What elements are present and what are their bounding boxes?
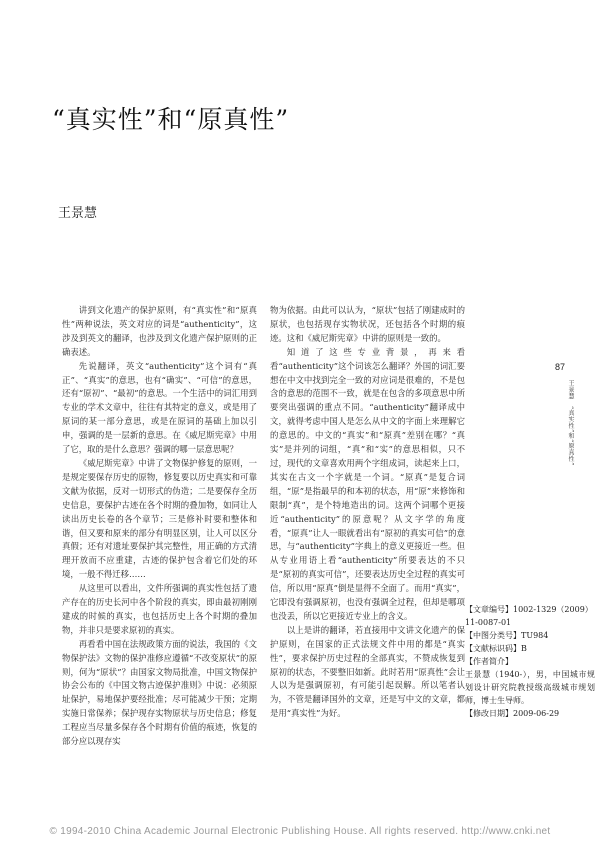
clc-number [465, 629, 595, 642]
body-paragraph: 讲到文化遗产的保护原则，有“真实性”和“原真性”两种说法，英文对应的词是“authenticity”，这涉及到英文的翻译，也涉及到文化遗产保护原则的正确表述。 [62, 305, 257, 357]
body-paragraph: 以上是讲的翻译，若直接用中文讲文化遗产的保护原则，在国家的正式法规文件中用的都是“真实性”，要求保护历史过程的全部真实，不赞成恢复到原初的状态，不要整旧如新。此时若用“原真性”会让人以为是强调原初，有可能引起误解。所以笔者认为，不管是翻译国外的文章，还是写中文的文章，都是用“真实性”为好。 [270, 624, 465, 719]
author-intro-heading: 【作者简介】 [465, 657, 513, 666]
article-id [465, 603, 595, 629]
article-id-value: 1002-1329（2009）11-0087-01 [465, 605, 593, 627]
clc-value: TU984 [521, 631, 549, 640]
body-paragraph: 《威尼斯宪章》中讲了文物保护修复的原则，一是规定要保存历史的原物，修复要以历史真实和可靠文献为依据，反对一切形式的伪造；二是要保存全历史信息，要保护古迹在各个时期的叠加物，如同让人读出历史长卷的各个章节；三是修补时要和整体和谐，但又要和原来的部分有明显区别，让人可以区分真假；还有对遗址要保护其完整性，用正确的方式清理开放而不应重建，古迹的保护包含着它们处的环境，一般不得迁移…… [62, 457, 257, 580]
revision-date [465, 707, 595, 720]
revised-value: 2009-06-29 [513, 709, 560, 718]
article-author: 王景慧 [58, 206, 98, 221]
article-title: “真实性”和“原真性” [52, 105, 290, 134]
page-number: 87 [555, 362, 566, 372]
body-paragraph: 物为依据。由此可以认为，“原状”包括了刚建成时的原状，也包括现存实物状况，还包括各个时期的痕迹。这和《威尼斯宪章》中讲的原则是一致的。 [270, 305, 465, 343]
body-paragraph: 知道了这些专业背景，再来看看“authenticity”这个词该怎么翻译？外国的词汇要想在中文中找到完全一致的对应词是很难的，不是包含的意思的范围不一致，就是在包含的多项意思中所要突出强调的重点不同。“authenticity”翻译成中文，就得考虑中国人是怎么从中文的字面上来理解它的意思的。中文的“真实”和“原真”差别在哪？“真实”是并列的词组，“真”和“实”的意思相似，只不过，现代的文章喜欢用两个字组成词，读起来上口，其实在古文一个字就是一个词。“原真”是复合词组，“原”是指最早的和本初的状态，用“原”来修饰和限制“真”，是个特地造出的词。这两个词哪个更接近“authenticity”的原意呢？从文字学的角度看，“原真”让人一眼就看出有“原初的真实可信”的意思，与“authenticity”字典上的意义更接近一些。但从专业用语上看“authenticity”所要表达的不只是“原初的真实可信”，还要表达历史全过程的真实可信，所以用“原真”倒是显得不全面了。而用“真实”，它即没有强调原初，也没有强调全过程，但却是哪项也没丢，所以它更接近专业上的含义。 [270, 346, 465, 621]
article-metadata [465, 603, 595, 720]
clc-label: 【中图分类号】 [465, 631, 521, 640]
document-code [465, 642, 595, 655]
doc-code-value: B [521, 644, 527, 653]
body-paragraph: 从这里可以看出，文件所强调的真实性包括了遗产存在的历史长河中各个阶段的真实，即由最初刚刚建成的时候的真实，也包括历史上各个时期的叠加物，并非只是要求原初的真实。 [62, 583, 257, 635]
running-header: 王景慧 “真实性”和“原真性” [567, 380, 574, 466]
doc-code-label: 【文献标识码】 [465, 644, 521, 653]
copyright-footer: © 1994-2010 China Academic Journal Electronic Publishing House. All rights reserved. http://www.cnki.net [49, 826, 551, 837]
body-paragraph: 再看看中国在法规政策方面的说法，我国的《文物保护法》文物的保护准修应遵循“不改变原状”的原则，何为“原状”？由国家文物局批准，中国文物保护协会公布的《中国文物古迹保护准则》中说：必须原址保护，易地保护要经批准；尽可能减少干预；定期实施日常保养；保护现存实物原状与历史信息；修复工程应当尽量多保存各个时期有价值的痕迹，恢复的部分应以现存实 [62, 638, 257, 747]
body-column-right [270, 304, 465, 721]
body-column-left [62, 304, 257, 749]
article-id-label: 【文章编号】 [465, 605, 513, 614]
revised-label: 【修改日期】 [465, 709, 513, 718]
author-intro: 王景慧（1940-），男，中国城市规划设计研究院教授级高级城市规划师，博士生导师。 [465, 670, 595, 705]
body-paragraph: 先说翻译，英文“authenticity”这个词有“真正”、“真实”的意思，也有“确实”、“可信”的意思，还有“原初”、“最初”的意思。一个生活中的词汇用到专业的学术文章中，往往有其特定的意义，或是用了原词的某一部分意思，或是在原词的基础上加以引申，强调的是一层新的意思。在《威尼斯宪章》中用了它，取的是什么意思？强调的哪一层意思呢？ [62, 360, 257, 455]
